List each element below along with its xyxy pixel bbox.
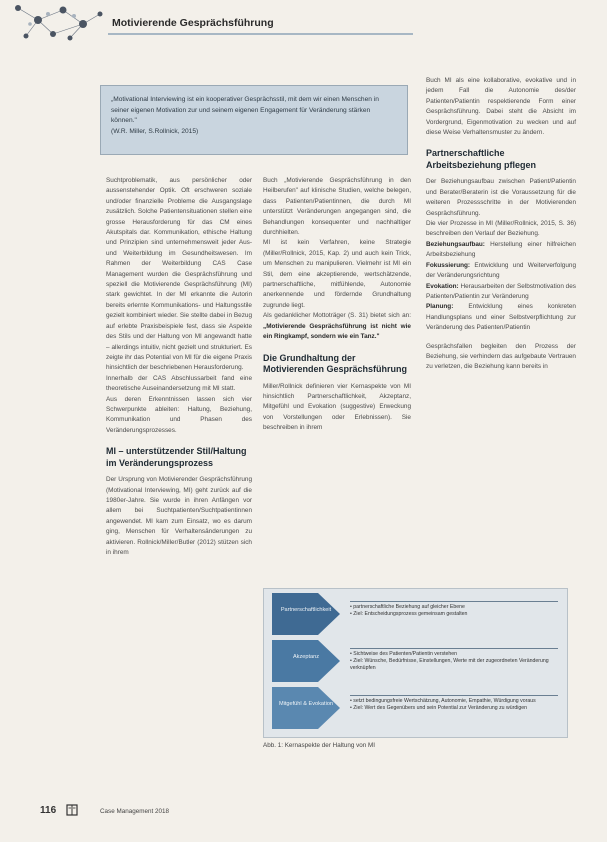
figure-row-text: • setzt bedingungsfreie Wertschätzung, Autonomie, Empathie, Würdigung voraus • Ziel: Wert des Gegenübers und sein Potential zur Veränderung zu würdigen	[350, 695, 558, 712]
process-step	[426, 302, 576, 333]
page-footer	[40, 804, 340, 818]
intro-quote-source: (W.R. Miller, S.Rollnick, 2015)	[111, 127, 199, 135]
section-heading: Partnerschaftliche Arbeitsbeziehung pflegen	[426, 148, 537, 170]
section-heading: MI – unterstützender Stil/Haltung im Veränderungsprozess	[106, 446, 247, 468]
paragraph-lead: Als gedanklicher Mottoträger (S. 31) bietet sich an:	[263, 312, 411, 320]
figure-row	[264, 640, 567, 685]
paragraph: MI ist kein Verfahren, keine Strategie (Miller/Rollnick, 2015, Kap. 2) und auch kein Trick, um Menschen zu manipulieren. Vielmehr ist MI ein Stil, dem eine akzeptierende, wertschätzende, partnerschaftliche, mitfühlende, Autonomie anerkennende und fördernde Grundhaltung zugrunde liegt.	[263, 239, 411, 309]
figure-row-text: • Sichtweise des Patienten/Patientin verstehen • Ziel: Wünsche, Bedürfnisse, Einstellungen, Werte mit der zugeordneten Veränderung verknüpfen	[350, 648, 558, 673]
paragraph: Buch „Motivierende Gesprächsführung in den Heilberufen" auf klinische Studien, welche belegen, dass Patienten/Patientinnen, die durch MI unterstützt Veränderungen angegangen sind, die Behandlungen konsequenter und nachhaltiger durchhielten.	[263, 177, 411, 237]
journal-name: Case Management 2018	[100, 808, 169, 815]
figure-row	[264, 687, 567, 732]
paragraph: Suchtproblematik, aus persönlicher oder aussenstehender Optik. Oft erschweren soziale und/oder finanzielle Probleme die Ausgangslage zusätzlich. Solche Patientensituationen stellen eine grosse Herausforderung für das CM eines Akutspitals dar. Kommunikation, ethische Haltung und Prinzipien sind unternehmensweit jeder Aus- und Weiterbildung im Gesundheitswesen. Im Rahmen der Weiterbildung CAS Case Management wurden die Gesprächsführung und speziell die Motivierende Gesprächsführung (MI) stark gewichtet. In der MI erkannte die Autorin bereits erlernte Kommunikations- und Haltungsstile gezielt kombiniert wieder. Sie stellte dabei in Bezug auf erlebte Praxisbeispiele fest, dass sie Aspekte des Stils und der Haltung von MI angewandt hatte – allerdings intuitiv, nicht gezielt und strukturiert. Es zeigte ihr das Potential von MI für die eigene Praxis hinsichtlich der beschriebenen Herausforderung.	[106, 177, 252, 372]
figure-row-text: • partnerschaftliche Beziehung auf gleicher Ebene • Ziel: Entscheidungsprozess gemeinsam gestalten	[350, 601, 558, 618]
paragraph	[263, 311, 411, 342]
process-text: Herstellung einer hilfreichen Arbeitsbeziehung	[426, 240, 576, 259]
process-step	[426, 240, 576, 261]
figure-kernaspekte	[263, 588, 568, 738]
figure-row-label: Partnerschaftlichkeit	[280, 607, 332, 613]
molecule-decoration-icon	[8, 0, 108, 42]
text-column-3	[426, 76, 576, 373]
section-heading: Die Grundhaltung der Motivierenden Gesprächsführung	[263, 352, 408, 374]
figure-row-label: Mitgefühl & Evokation	[278, 701, 334, 707]
process-step	[426, 261, 576, 282]
text-column-2	[263, 176, 411, 434]
figure-row	[264, 593, 567, 638]
paragraph: Gesprächsfallen begleiten den Prozess der Beziehung, sie verhindern das aufgebaute Vertrauen zu verletzen, die Beziehung kann bereits in	[426, 342, 576, 371]
process-keyword: Planung:	[426, 303, 454, 311]
paragraph: Der Ursprung von Motivierender Gesprächsführung (Motivational Interviewing, MI) geht zurück auf die 1980er-Jahre. Sie wurde in ihren Anfängen vor allem bei Suchtpatienten/Suchtpatientinnen angewendet. MI kam zum Einsatz, wo es darum ging, Menschen für Verhaltensänderungen zu aktivieren. Rollnick/Miller/Butler (2012) stützen sich in ihrem	[106, 476, 252, 556]
figure-row-label-wrap	[272, 593, 340, 635]
figure-row-label-wrap	[272, 687, 340, 729]
paragraph: Buch MI als eine kollaborative, evokative und in jedem Fall die Autonomie des/der Patienten/Patientin respektierende Form einer Gesprächsführung. Dabei steht die Absicht im Vordergrund, Eigenmotivation zu wecken und auf diese Weise Verhaltensmuster zu ändern.	[426, 77, 576, 137]
process-keyword: Fokussierung:	[426, 261, 471, 269]
process-keyword: Evokation:	[426, 282, 459, 290]
process-text: Entwicklung und Weiterverfolgung der Veränderungsrichtung	[426, 261, 576, 280]
process-text: Herausarbeiten der Selbstmotivation des Patienten/Patientin zur Veränderung	[426, 282, 576, 300]
process-text: Entwicklung eines konkreten Handlungsplans und einer Selbstverpflichtung zur Veränderung des Patienten/Patientin	[426, 303, 576, 332]
process-keyword: Beziehungsaufbau:	[426, 240, 485, 248]
intro-quote-text: „Motivational Interviewing ist ein kooperativer Gesprächsstil, mit dem wir einen Menschen in seiner eigenen Motivation zur und seinem eigenen Engagement für Veränderung stärken können."	[111, 96, 379, 124]
header-title: Motivierende Gesprächsführung	[112, 17, 274, 29]
figure-row-label-wrap	[272, 640, 340, 682]
paragraph: Die vier Prozesse in MI (Miller/Rollnick, 2015, S. 36) beschreiben den Verlauf der Beziehung.	[426, 220, 576, 238]
figure-caption: Abb. 1: Kernaspekte der Haltung von MI	[263, 742, 376, 749]
figure-row-label: Akzeptanz	[292, 654, 320, 660]
book-icon	[66, 804, 78, 816]
header-rule	[108, 33, 413, 35]
page-number: 116	[40, 805, 57, 816]
process-step	[426, 282, 576, 303]
paragraph: Miller/Rollnick definieren vier Kernaspekte von MI hinsichtlich Partnerschaftlichkeit, Akzeptanz, Mitgefühl und Evokation (suggestive) Erweckung von Vorstellungen oder Erlebnissen). Sie beschreiben in ihrem	[263, 382, 411, 432]
page-header	[0, 0, 607, 42]
paragraph: Aus deren Erkenntnissen lassen sich vier Schwerpunkte ableiten: Haltung, Beziehung, Kommunikation und Phasen des Veränderungsprozesses.	[106, 395, 252, 434]
intro-quote-box	[100, 85, 408, 155]
paragraph: Der Beziehungsaufbau zwischen Patient/Patientin und Berater/Beraterin ist die Voraussetzung für die weiteren Prozessschritte in der Motivierenden Gesprächsführung.	[426, 178, 576, 217]
motto-quote: „Motivierende Gesprächsführung ist nicht wie ein Ringkampf, sondern wie ein Tanz."	[263, 322, 411, 341]
paragraph: Innerhalb der CAS Abschlussarbeit fand eine theoretische Auseinandersetzung mit MI statt.	[106, 374, 252, 393]
text-column-1	[106, 176, 252, 558]
